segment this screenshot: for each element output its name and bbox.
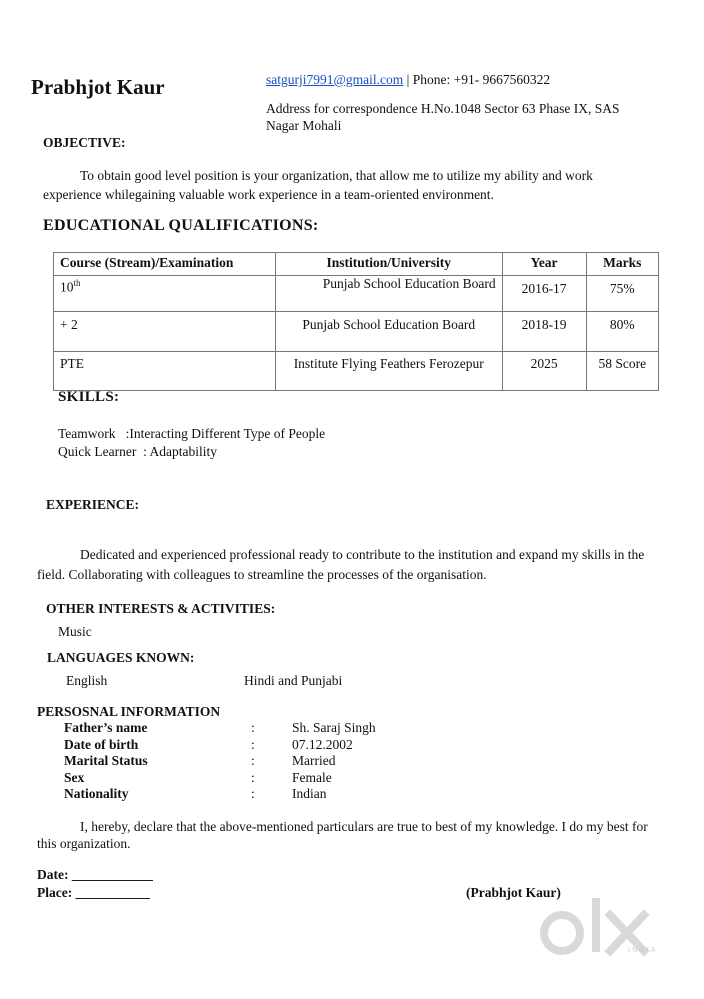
- objective-text: To obtain good level position is your organization, that allow me to utilize my ability and work experience whilegaining valuable work experience in a team-oriented environment.: [43, 168, 593, 202]
- education-heading: EDUCATIONAL QUALIFICATIONS:: [43, 217, 319, 234]
- personal-heading: PERSOSNAL INFORMATION: [37, 704, 221, 719]
- year-cell: 2016-17: [502, 276, 586, 312]
- personal-label: Nationality: [64, 786, 129, 801]
- skill-item: Quick Learner : Adaptability: [58, 444, 217, 459]
- signature: (Prabhjot Kaur): [466, 885, 561, 900]
- personal-separator: :: [251, 770, 255, 785]
- institution-cell: Punjab School Education Board: [275, 312, 502, 352]
- contact-line: [266, 72, 550, 88]
- languages-heading: LANGUAGES KNOWN:: [47, 650, 195, 665]
- personal-label: Father’s name: [64, 720, 148, 735]
- year-cell: 2025: [502, 352, 586, 391]
- marks-cell: 75%: [586, 276, 658, 312]
- email-link[interactable]: satgurji7991@gmail.com: [266, 72, 404, 87]
- personal-label: Date of birth: [64, 737, 139, 752]
- marks-cell: 80%: [586, 312, 658, 352]
- experience-heading: EXPERIENCE:: [46, 497, 140, 512]
- personal-value: 07.12.2002: [292, 737, 353, 752]
- personal-separator: :: [251, 737, 255, 752]
- table-row: [54, 312, 659, 352]
- table-header-row: [54, 253, 659, 276]
- personal-row: [0, 737, 704, 754]
- course-cell: + 2: [54, 312, 276, 352]
- place-field: Place: ___________: [37, 885, 150, 900]
- phone-text: | Phone: +91- 9667560322: [403, 72, 551, 87]
- personal-row: [0, 753, 704, 770]
- course-text: 10: [60, 279, 74, 295]
- personal-separator: :: [251, 786, 255, 801]
- personal-value: Sh. Saraj Singh: [292, 720, 376, 735]
- personal-row: [0, 720, 704, 737]
- interest-item: Music: [58, 624, 92, 639]
- column-header: Course (Stream)/Examination: [54, 253, 276, 276]
- language-item: English: [66, 673, 108, 688]
- course-cell: [54, 276, 276, 312]
- institution-cell: Institute Flying Feathers Ferozepur: [275, 352, 502, 391]
- candidate-name: Prabhjot Kaur: [31, 75, 165, 99]
- personal-value: Female: [292, 770, 332, 785]
- olx-watermark-subtext: INDIA: [628, 946, 658, 954]
- personal-row: [0, 786, 704, 803]
- marks-cell: 58 Score: [586, 352, 658, 391]
- course-sup: th: [73, 278, 81, 288]
- personal-value: Indian: [292, 786, 327, 801]
- course-cell: PTE: [54, 352, 276, 391]
- education-table: [53, 252, 659, 391]
- personal-row: [0, 770, 704, 787]
- skill-item: Teamwork :Interacting Different Type of People: [58, 426, 326, 441]
- interests-heading: OTHER INTERESTS & ACTIVITIES:: [46, 601, 276, 616]
- language-item: Hindi and Punjabi: [244, 673, 343, 688]
- declaration-text: I, hereby, declare that the above-mentioned particulars are true to best of my knowledge. I do my best for this organization.: [37, 819, 648, 851]
- institution-cell: Punjab School Education Board: [275, 276, 502, 312]
- personal-separator: :: [251, 753, 255, 768]
- date-field: Date: ____________: [37, 867, 153, 882]
- column-header: Marks: [586, 253, 658, 276]
- olx-o-shape: [544, 915, 580, 951]
- objective-heading: OBJECTIVE:: [43, 135, 126, 150]
- experience-text: Dedicated and experienced professional ready to contribute to the institution and expand my skills in the field. Collaborating with colleagues to streamline the processes of the organisation.: [37, 547, 645, 582]
- personal-label: Marital Status: [64, 753, 148, 768]
- column-header: Year: [502, 253, 586, 276]
- table-row: [54, 352, 659, 391]
- table-row: [54, 276, 659, 312]
- personal-value: Married: [292, 753, 336, 768]
- year-cell: 2018-19: [502, 312, 586, 352]
- personal-label: Sex: [64, 770, 85, 785]
- personal-separator: :: [251, 720, 255, 735]
- skills-heading: SKILLS:: [58, 389, 120, 405]
- column-header: Institution/University: [275, 253, 502, 276]
- address: Address for correspondence H.No.1048 Sector 63 Phase IX, SAS Nagar Mohali: [266, 101, 620, 133]
- olx-l-shape: [592, 898, 600, 952]
